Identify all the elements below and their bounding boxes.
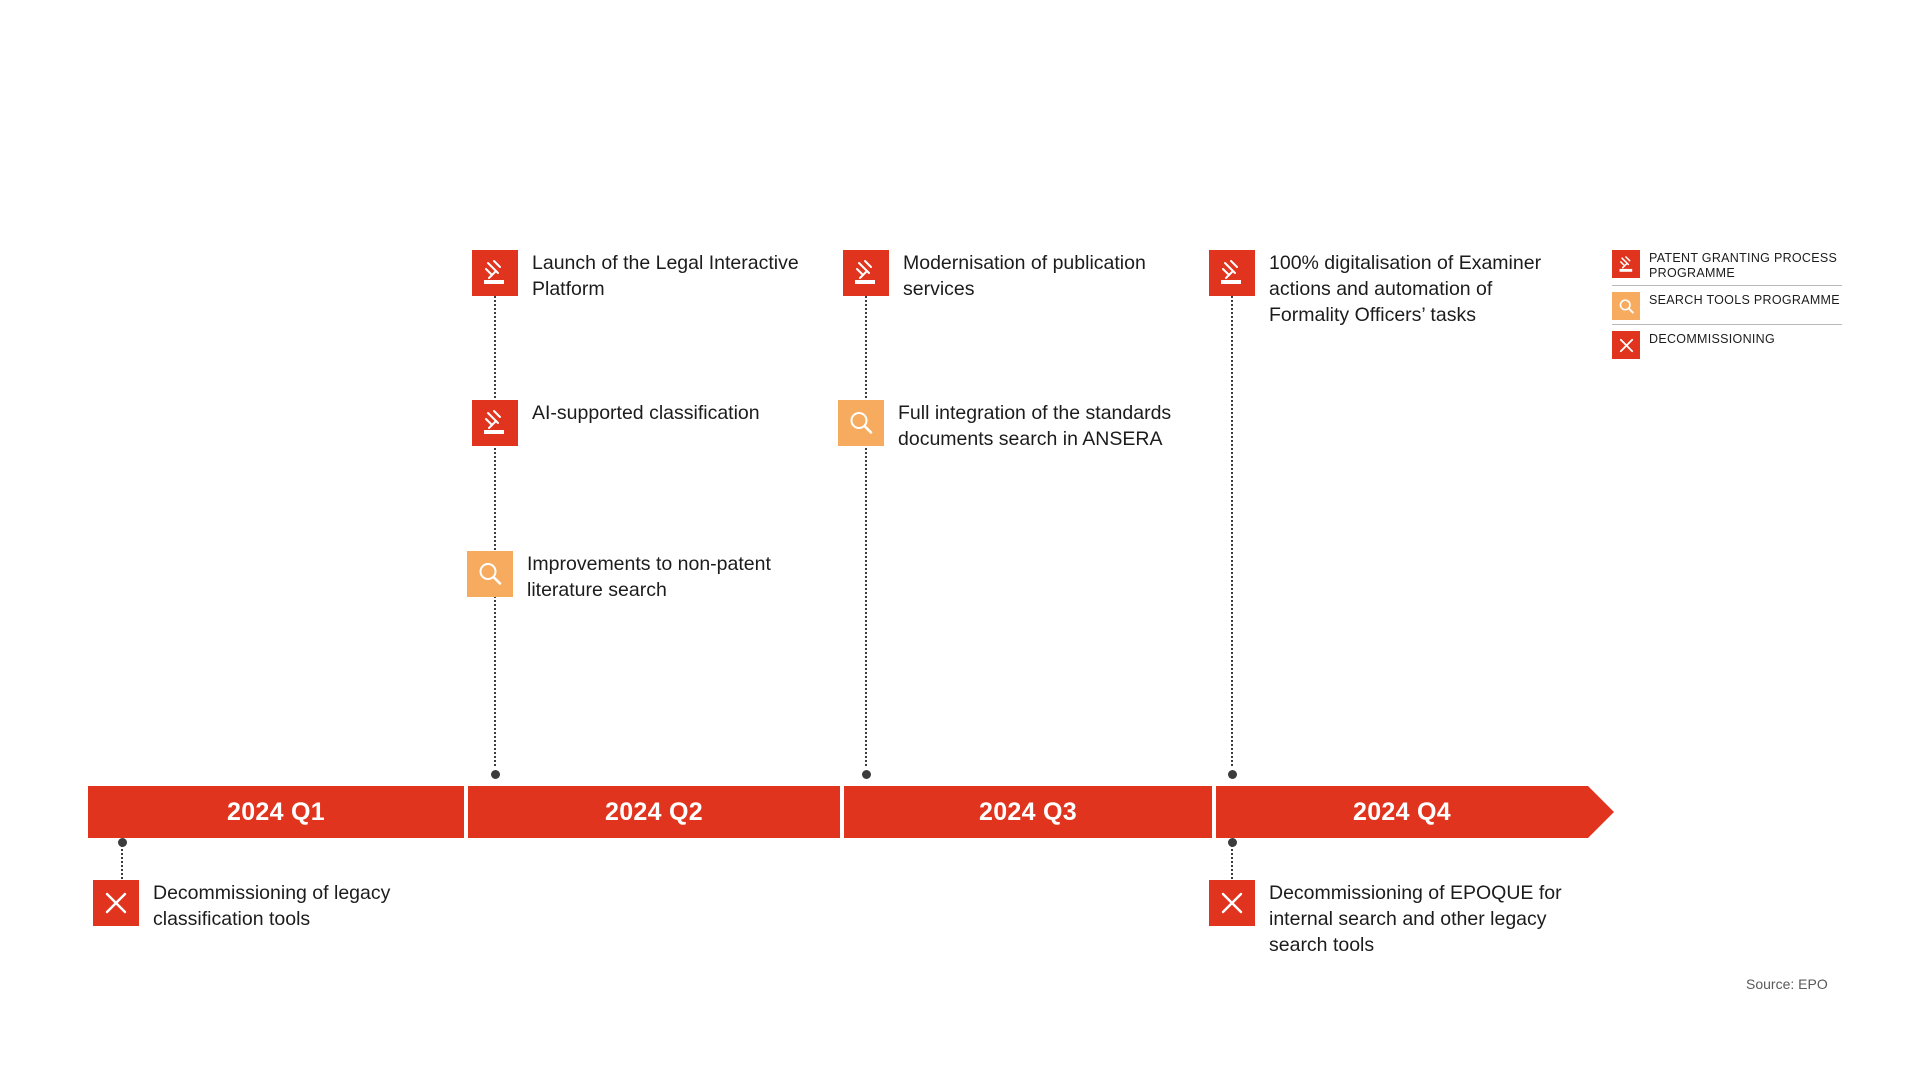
milestone-label: Decommissioning of EPOQUE for internal search and other legacy search tools — [1269, 882, 1562, 956]
gavel-icon — [843, 250, 889, 296]
legend-item-decommissioning — [1612, 331, 1842, 363]
timeline-bar — [88, 786, 1588, 838]
magnifier-icon — [1612, 292, 1640, 320]
source-note: Source: EPO — [1746, 976, 1828, 992]
connector-line-q3 — [865, 296, 869, 766]
cross-icon — [1209, 880, 1255, 926]
connector-dot-q1-below — [118, 838, 127, 847]
cross-icon — [1612, 331, 1640, 359]
milestone-item[interactable] — [93, 880, 453, 932]
connector-dot-q3 — [862, 770, 871, 779]
milestone-item[interactable] — [1209, 250, 1574, 328]
gavel-icon — [1612, 250, 1640, 278]
legend-label: DECOMMISSIONING — [1649, 332, 1776, 346]
quarter-label: 2024 Q4 — [1352, 797, 1451, 826]
legend-item-search-tools-programme — [1612, 292, 1842, 325]
quarter-segment-q3[interactable] — [844, 786, 1216, 838]
connector-line-q4 — [1231, 296, 1235, 766]
milestone-label: Modernisation of publication services — [903, 252, 1146, 300]
quarter-segment-q2[interactable] — [468, 786, 844, 838]
milestone-label: Decommissioning of legacy classification tools — [153, 882, 391, 930]
legend — [1612, 250, 1842, 369]
legend-item-patent-granting-process-programme — [1612, 250, 1842, 286]
gavel-icon — [472, 400, 518, 446]
milestone-item[interactable] — [1209, 880, 1574, 958]
milestone-label: Improvements to non-patent literature search — [527, 553, 771, 601]
quarter-label: 2024 Q2 — [604, 797, 703, 826]
milestone-item[interactable] — [843, 250, 1203, 302]
legend-label: SEARCH TOOLS PROGRAMME — [1649, 293, 1840, 307]
quarter-label: 2024 Q3 — [978, 797, 1077, 826]
timeline-arrow-head — [1588, 786, 1614, 838]
magnifier-icon — [838, 400, 884, 446]
gavel-icon — [1209, 250, 1255, 296]
connector-dot-q4 — [1228, 770, 1237, 779]
quarter-segment-q4[interactable] — [1216, 786, 1588, 838]
connector-dot-q4-below — [1228, 838, 1237, 847]
magnifier-icon — [467, 551, 513, 597]
milestone-label: 100% digitalisation of Examiner actions and automation of Formality Officers’ tasks — [1269, 252, 1542, 326]
milestone-label: AI-supported classification — [532, 402, 760, 424]
connector-line-q4-below — [1231, 845, 1235, 883]
milestone-item[interactable] — [472, 400, 760, 446]
connector-dot-q2 — [491, 770, 500, 779]
milestone-label: Launch of the Legal Interactive Platform — [532, 252, 799, 300]
quarter-segment-q1[interactable] — [88, 786, 468, 838]
connector-line-q1-below — [121, 845, 125, 883]
milestone-label: Full integration of the standards documents search in ANSERA — [898, 402, 1172, 450]
connector-line-q2 — [494, 296, 498, 766]
milestone-item[interactable] — [467, 551, 827, 603]
milestone-item[interactable] — [472, 250, 832, 302]
quarter-label: 2024 Q1 — [226, 797, 325, 826]
milestone-item[interactable] — [838, 400, 1203, 452]
gavel-icon — [472, 250, 518, 296]
cross-icon — [93, 880, 139, 926]
legend-label: PATENT GRANTING PROCESS PROGRAMME — [1649, 251, 1838, 280]
